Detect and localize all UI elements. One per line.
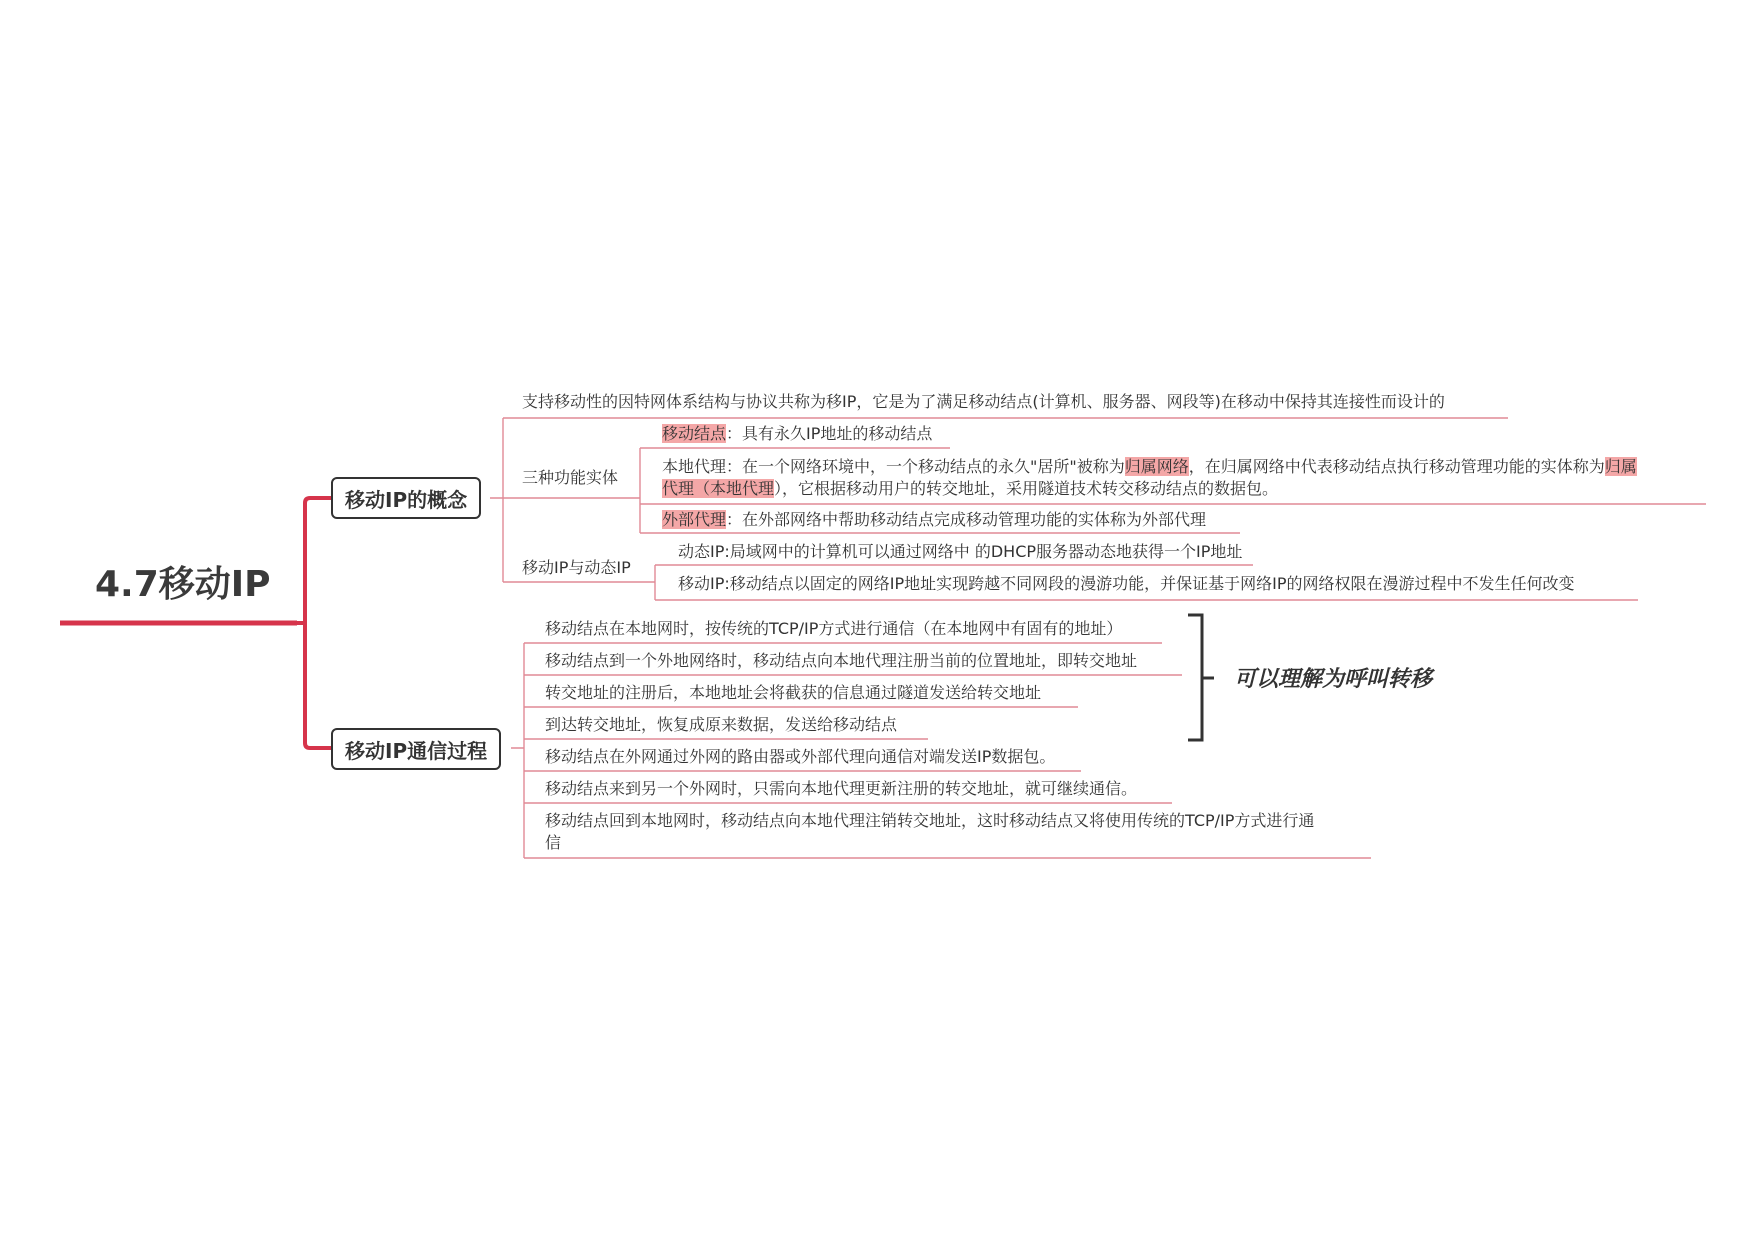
process-step-4: 到达转交地址，恢复成原来数据，发送给移动结点 <box>545 715 898 734</box>
process-step-2: 移动结点到一个外地网络时，移动结点向本地代理注册当前的位置地址，即转交地址 <box>545 651 1138 670</box>
process-step-1: 移动结点在本地网时，按传统的TCP/IP方式进行通信（在本地网中有固有的地址） <box>545 619 1123 638</box>
home-agent-line2 <box>662 478 1278 500</box>
bracket <box>1188 615 1214 740</box>
main-branch <box>297 498 332 748</box>
mobile-ip-item: 移动IP:移动结点以固定的网络IP地址实现跨越不同网段的漫游功能，并保证基于网络IP的网络权限在漫游过程中不发生任何改变 <box>678 574 1575 593</box>
home-agent-prefix: 本地代理：在一个网络环境中，一个移动结点的永久"居所"被称为 <box>662 457 1125 476</box>
mobile-node-term: 移动结点 <box>662 424 727 443</box>
root-title: 4.7移动IP <box>95 564 271 605</box>
process-step-5: 移动结点在外网通过外网的路由器或外部代理向通信对端发送IP数据包。 <box>545 747 1056 766</box>
concept-definition: 支持移动性的因特网体系结构与协议共称为移IP，它是为了满足移动结点(计算机、服务器、网段等)在移动中保持其连接性而设计的 <box>522 392 1445 411</box>
foreign-agent-text: ：在外部网络中帮助移动结点完成移动管理功能的实体称为外部代理 <box>726 510 1207 529</box>
process-step-3: 转交地址的注册后，本地地址会将截获的信息通过隧道发送给转交地址 <box>545 683 1042 702</box>
entities-label: 三种功能实体 <box>522 468 619 487</box>
process-node[interactable]: 移动IP通信过程 <box>331 728 501 770</box>
bracket-note: 可以理解为呼叫转移 <box>1234 667 1433 692</box>
foreign-agent-term: 外部代理 <box>662 510 727 529</box>
concept-node[interactable]: 移动IP的概念 <box>331 477 481 519</box>
home-network-term: 归属网络 <box>1124 457 1189 476</box>
mobile-node-item <box>662 423 932 445</box>
home-agent-suffix: ），它根据移动用户的转交地址，采用隧道技术转交移动结点的数据包。 <box>774 479 1279 498</box>
home-agent-line1 <box>662 456 1637 478</box>
dynamic-label: 移动IP与动态IP <box>522 558 631 577</box>
home-agent-term: 归属 <box>1604 457 1637 476</box>
home-agent-term-cont: 代理（本地代理 <box>662 479 775 498</box>
process-step-7: 移动结点回到本地网时，移动结点向本地代理注销转交地址，这时移动结点又将使用传统的TCP/IP方式进行通 <box>545 811 1315 830</box>
process-step-6: 移动结点来到另一个外网时，只需向本地代理更新注册的转交地址，就可继续通信。 <box>545 779 1138 798</box>
foreign-agent-item <box>662 509 1206 531</box>
home-agent-mid: ，在归属网络中代表移动结点执行移动管理功能的实体称为 <box>1188 457 1605 476</box>
process-step-7-cont: 信 <box>545 833 562 852</box>
dynamic-ip-item: 动态IP:局域网中的计算机可以通过网络中 的DHCP服务器动态地获得一个IP地址 <box>678 542 1243 561</box>
mobile-node-text: ：具有永久IP地址的移动结点 <box>726 424 933 443</box>
